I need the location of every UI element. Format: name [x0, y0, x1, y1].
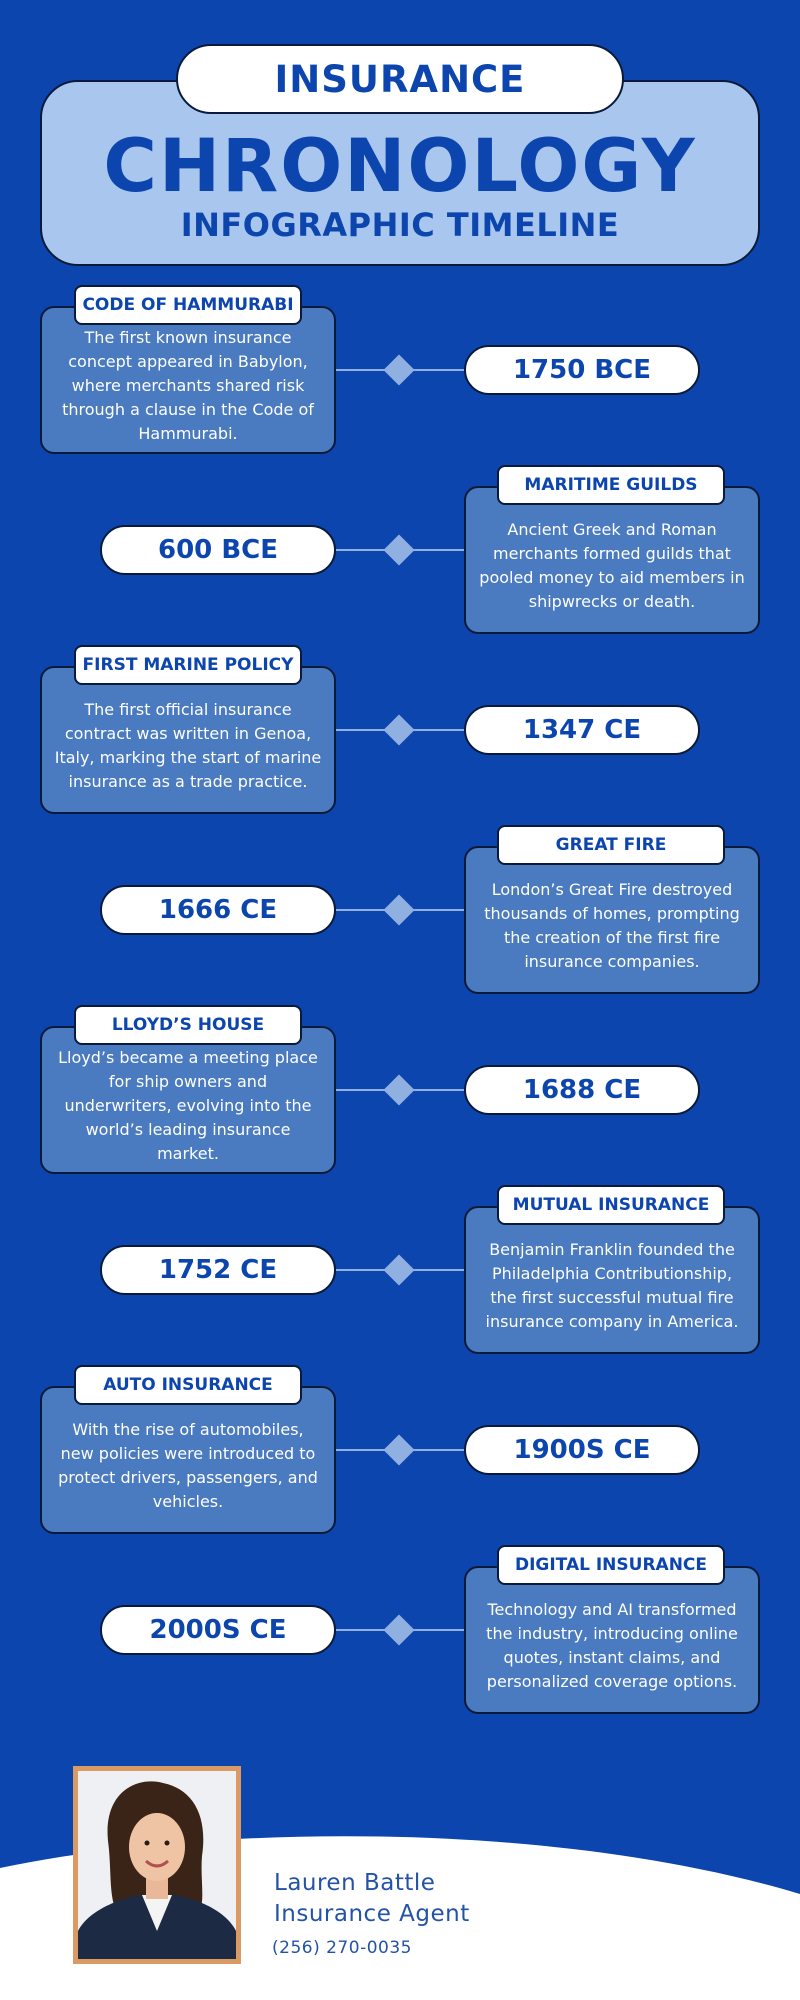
- event-title-lloyds: LLOYD’S HOUSE: [74, 1005, 302, 1045]
- event-title-hammurabi: CODE OF HAMMURABI: [74, 285, 302, 325]
- header-top-label: INSURANCE: [176, 44, 624, 114]
- event-title-great-fire: GREAT FIRE: [497, 825, 725, 865]
- event-title-marine-policy: FIRST MARINE POLICY: [74, 645, 302, 685]
- event-card-maritime: [464, 486, 760, 634]
- event-title-maritime: MARITIME GUILDS: [497, 465, 725, 505]
- agent-name: Lauren Battle: [274, 1870, 436, 1896]
- page-title: CHRONOLOGY: [103, 124, 697, 209]
- timeline-diamond: [383, 1614, 414, 1645]
- event-card-lloyds: [40, 1026, 336, 1174]
- event-year-marine-policy: 1347 CE: [464, 705, 700, 755]
- event-year-digital: 2000S CE: [100, 1605, 336, 1655]
- event-title-auto: AUTO INSURANCE: [74, 1365, 302, 1405]
- timeline-diamond: [383, 1434, 414, 1465]
- event-year-mutual: 1752 CE: [100, 1245, 336, 1295]
- page-subtitle: INFOGRAPHIC TIMELINE: [180, 206, 620, 244]
- event-year-maritime: 600 BCE: [100, 525, 336, 575]
- agent-portrait-illustration: [78, 1771, 236, 1959]
- event-card-hammurabi: [40, 306, 336, 454]
- event-description: Ancient Greek and Roman merchants formed guilds that pooled money to aid members in shipwrecks or death.: [479, 520, 745, 611]
- event-description: The first known insurance concept appeared in Babylon, where merchants shared risk through a clause in the Code of Hammurabi.: [62, 328, 314, 443]
- event-description: Technology and AI transformed the industry, introducing online quotes, instant claims, and personalized coverage options.: [486, 1600, 738, 1691]
- timeline-diamond: [383, 534, 414, 565]
- event-card-mutual: [464, 1206, 760, 1354]
- event-card-auto: [40, 1386, 336, 1534]
- event-card-digital: [464, 1566, 760, 1714]
- event-description: Lloyd’s became a meeting place for ship owners and underwriters, evolving into the world’s leading insurance market.: [58, 1048, 318, 1163]
- agent-photo: [73, 1766, 241, 1964]
- agent-role: Insurance Agent: [274, 1901, 470, 1927]
- event-description: With the rise of automobiles, new policies were introduced to protect drivers, passengers, and vehicles.: [58, 1420, 318, 1511]
- event-description: London’s Great Fire destroyed thousands of homes, prompting the creation of the first fire insurance companies.: [484, 880, 740, 971]
- agent-phone[interactable]: (256) 270-0035: [272, 1938, 412, 1958]
- timeline-diamond: [383, 354, 414, 385]
- event-card-great-fire: [464, 846, 760, 994]
- event-year-lloyds: 1688 CE: [464, 1065, 700, 1115]
- timeline-diamond: [383, 1254, 414, 1285]
- timeline-diamond: [383, 714, 414, 745]
- event-card-marine-policy: [40, 666, 336, 814]
- event-year-hammurabi: 1750 BCE: [464, 345, 700, 395]
- event-description: The first official insurance contract was written in Genoa, Italy, marking the start of marine insurance as a trade practice.: [54, 700, 322, 791]
- event-title-mutual: MUTUAL INSURANCE: [497, 1185, 725, 1225]
- event-year-auto: 1900S CE: [464, 1425, 700, 1475]
- event-title-digital: DIGITAL INSURANCE: [497, 1545, 725, 1585]
- timeline-diamond: [383, 894, 414, 925]
- timeline-diamond: [383, 1074, 414, 1105]
- event-description: Benjamin Franklin founded the Philadelphia Contributionship, the first successful mutual fire insurance company in America.: [485, 1240, 739, 1331]
- event-year-great-fire: 1666 CE: [100, 885, 336, 935]
